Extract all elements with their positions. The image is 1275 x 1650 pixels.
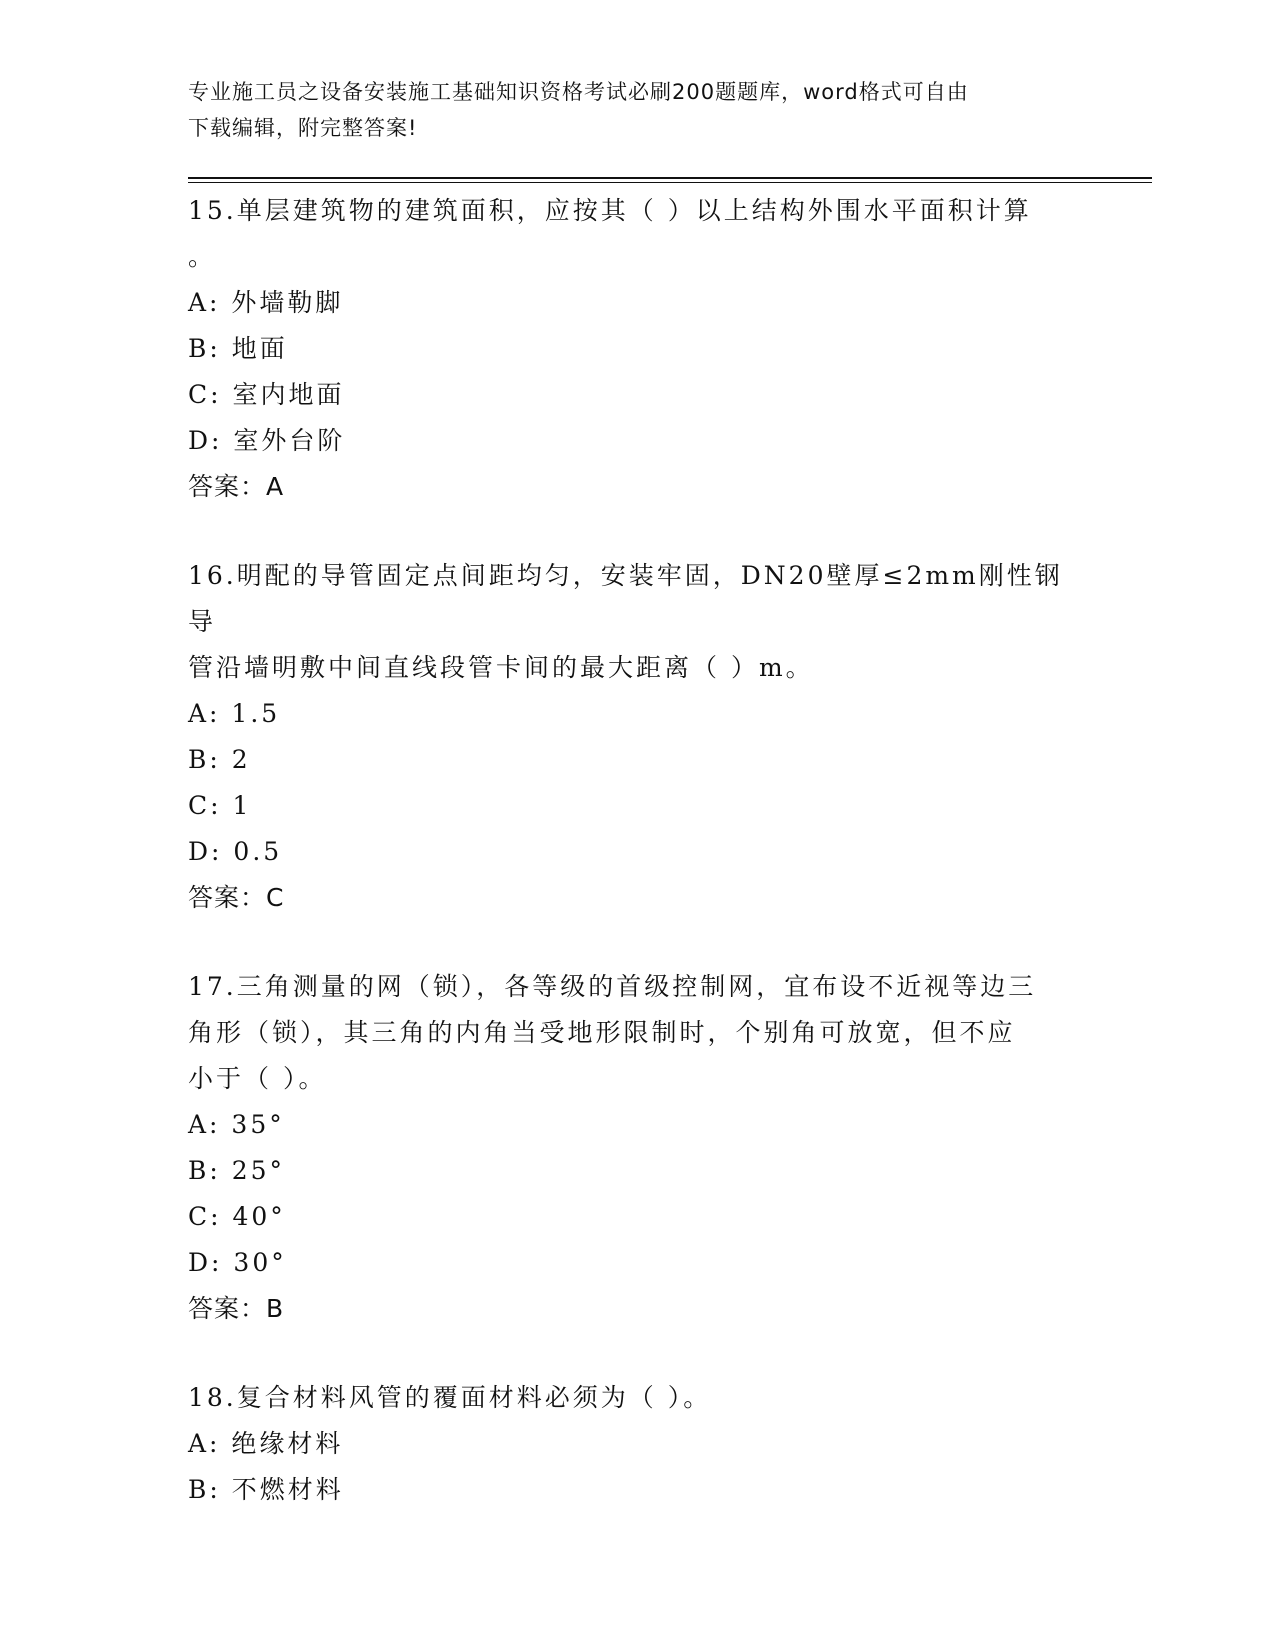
option-d: D: 室外台阶 <box>188 426 346 455</box>
header-line-2: 下载编辑，附完整答案! <box>188 116 418 140</box>
question-stem-line: 。 <box>188 242 217 271</box>
option-a: A: 1.5 <box>188 699 281 728</box>
answer-text: 答案：C <box>188 883 285 912</box>
option-a: A: 外墙勒脚 <box>188 288 344 317</box>
option-b: B: 2 <box>188 745 251 774</box>
option-b: B: 地面 <box>188 334 288 363</box>
question-17 <box>188 964 1088 1332</box>
question-15 <box>188 188 1088 510</box>
answer-text: 答案：B <box>188 1294 285 1323</box>
option-c: C: 40° <box>188 1202 286 1231</box>
question-16 <box>188 553 1088 921</box>
answer-text: 答案：A <box>188 472 285 501</box>
option-d: D: 0.5 <box>188 837 283 866</box>
option-c: C: 1 <box>188 791 252 820</box>
header-divider-thick <box>188 177 1152 179</box>
question-stem-line: 管沿墙明敷中间直线段管卡间的最大距离（ ）m。 <box>188 653 814 682</box>
question-list <box>188 188 1088 1513</box>
question-stem-line: 15.单层建筑物的建筑面积，应按其（ ）以上结构外围水平面积计算 <box>188 196 1032 225</box>
option-a: A: 绝缘材料 <box>188 1429 344 1458</box>
question-18 <box>188 1375 1088 1513</box>
document-header <box>188 74 1088 146</box>
option-c: C: 室内地面 <box>188 380 345 409</box>
header-line-1: 专业施工员之设备安装施工基础知识资格考试必刷200题题库，word格式可自由 <box>188 80 969 104</box>
option-b: B: 25° <box>188 1156 286 1185</box>
question-stem-line: 17.三角测量的网（锁），各等级的首级控制网，宜布设不近视等边三 <box>188 972 1037 1001</box>
question-stem-line: 角形（锁），其三角的内角当受地形限制时，个别角可放宽，但不应 <box>188 1018 1016 1047</box>
option-b: B: 不燃材料 <box>188 1475 344 1504</box>
option-a: A: 35° <box>188 1110 285 1139</box>
question-stem-line: 18.复合材料风管的覆面材料必须为（ ）。 <box>188 1383 712 1412</box>
option-d: D: 30° <box>188 1248 287 1277</box>
question-stem-line: 16.明配的导管固定点间距均匀，安装牢固，DN20壁厚≤2mm刚性钢导 <box>188 561 1063 636</box>
header-divider-thin <box>188 182 1152 183</box>
question-stem-line: 小于（ ）。 <box>188 1064 327 1093</box>
